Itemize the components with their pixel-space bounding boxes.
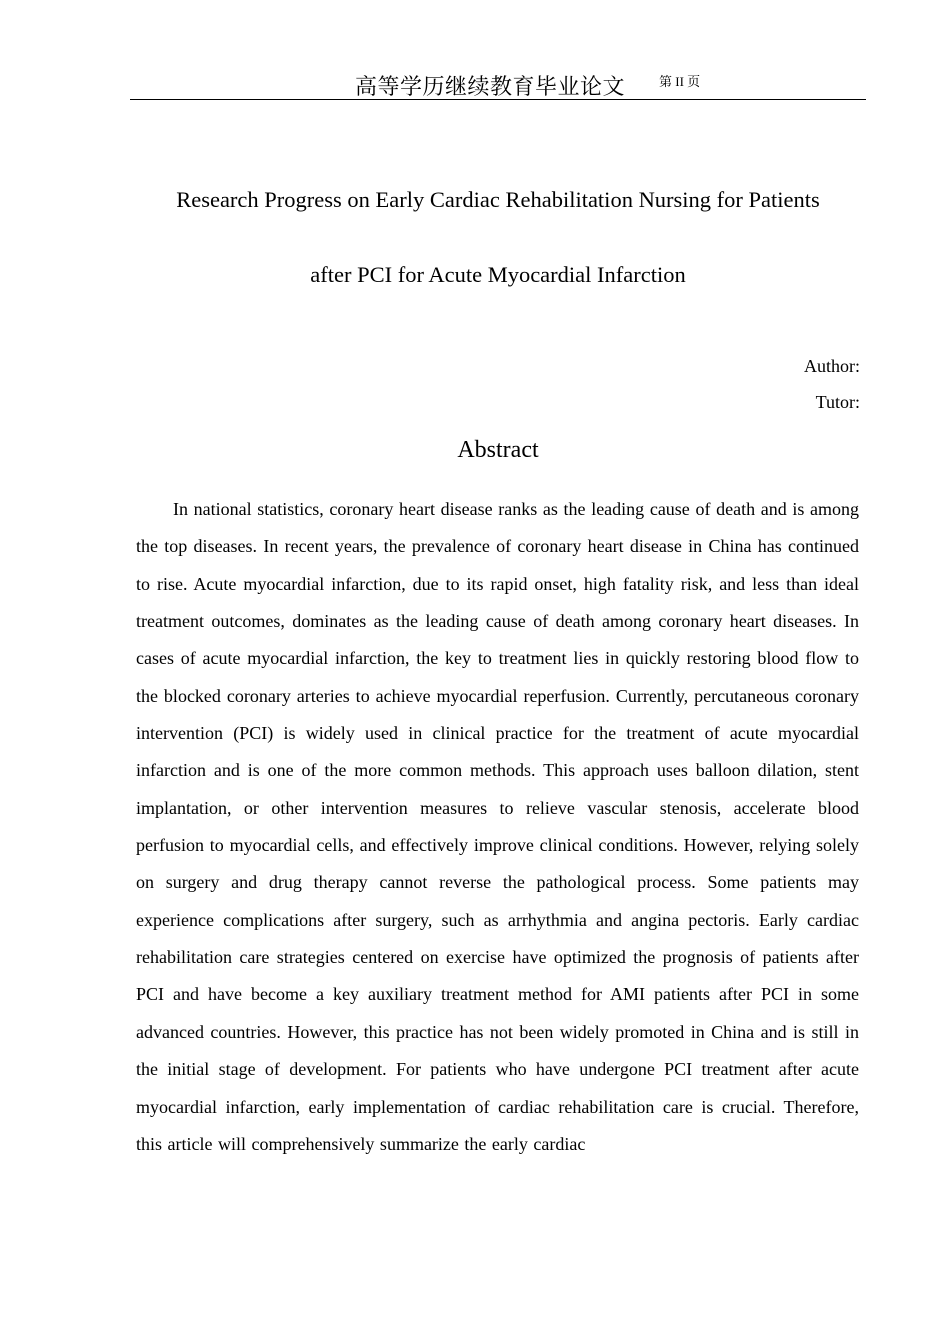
abstract-heading: Abstract: [457, 437, 539, 463]
paper-title-line-2: after PCI for Acute Myocardial Infarction: [310, 262, 686, 287]
page-header: [130, 66, 866, 100]
paper-title-line-1: Research Progress on Early Cardiac Rehabilitation Nursing for Patients: [176, 187, 820, 212]
abstract-body: In national statistics, coronary heart disease ranks as the leading cause of death and is among the top diseases. In recent years, the prevalence of coronary heart disease in China has continued to rise. Acute myocardial infarction, due to its rapid onset, high fatality risk, and less than ideal treatment outcomes, dominates as the leading cause of death among coronary heart diseases. In cases of acute myocardial infarction, the key to treatment lies in quickly restoring blood flow to the blocked coronary arteries to achieve myocardial reperfusion. Currently, percutaneous coronary intervention (PCI) is widely used in clinical practice for the treatment of acute myocardial infarction and is one of the more common methods. This approach uses balloon dilation, stent implantation, or other intervention measures to relieve vascular stenosis, accelerate blood perfusion to myocardial cells, and effectively improve clinical conditions. However, relying solely on surgery and drug therapy cannot reverse the pathological process. Some patients may experience complications after surgery, such as arrhythmia and angina pectoris. Early cardiac rehabilitation care strategies centered on exercise have optimized the prognosis of patients after PCI and have become a key auxiliary treatment method for AMI patients after PCI in some advanced countries. However, this practice has not been widely promoted in China and is still in the initial stage of development. For patients who have undergone PCI treatment after acute myocardial infarction, early implementation of cardiac rehabilitation care is crucial. Therefore, this article will comprehensively summarize the early cardiac: [136, 499, 859, 1154]
header-title: 高等学历继续教育毕业论文: [355, 75, 626, 100]
page-number: 第 II 页: [659, 74, 701, 89]
author-label: Author:: [804, 356, 860, 376]
tutor-label: Tutor:: [815, 392, 860, 412]
